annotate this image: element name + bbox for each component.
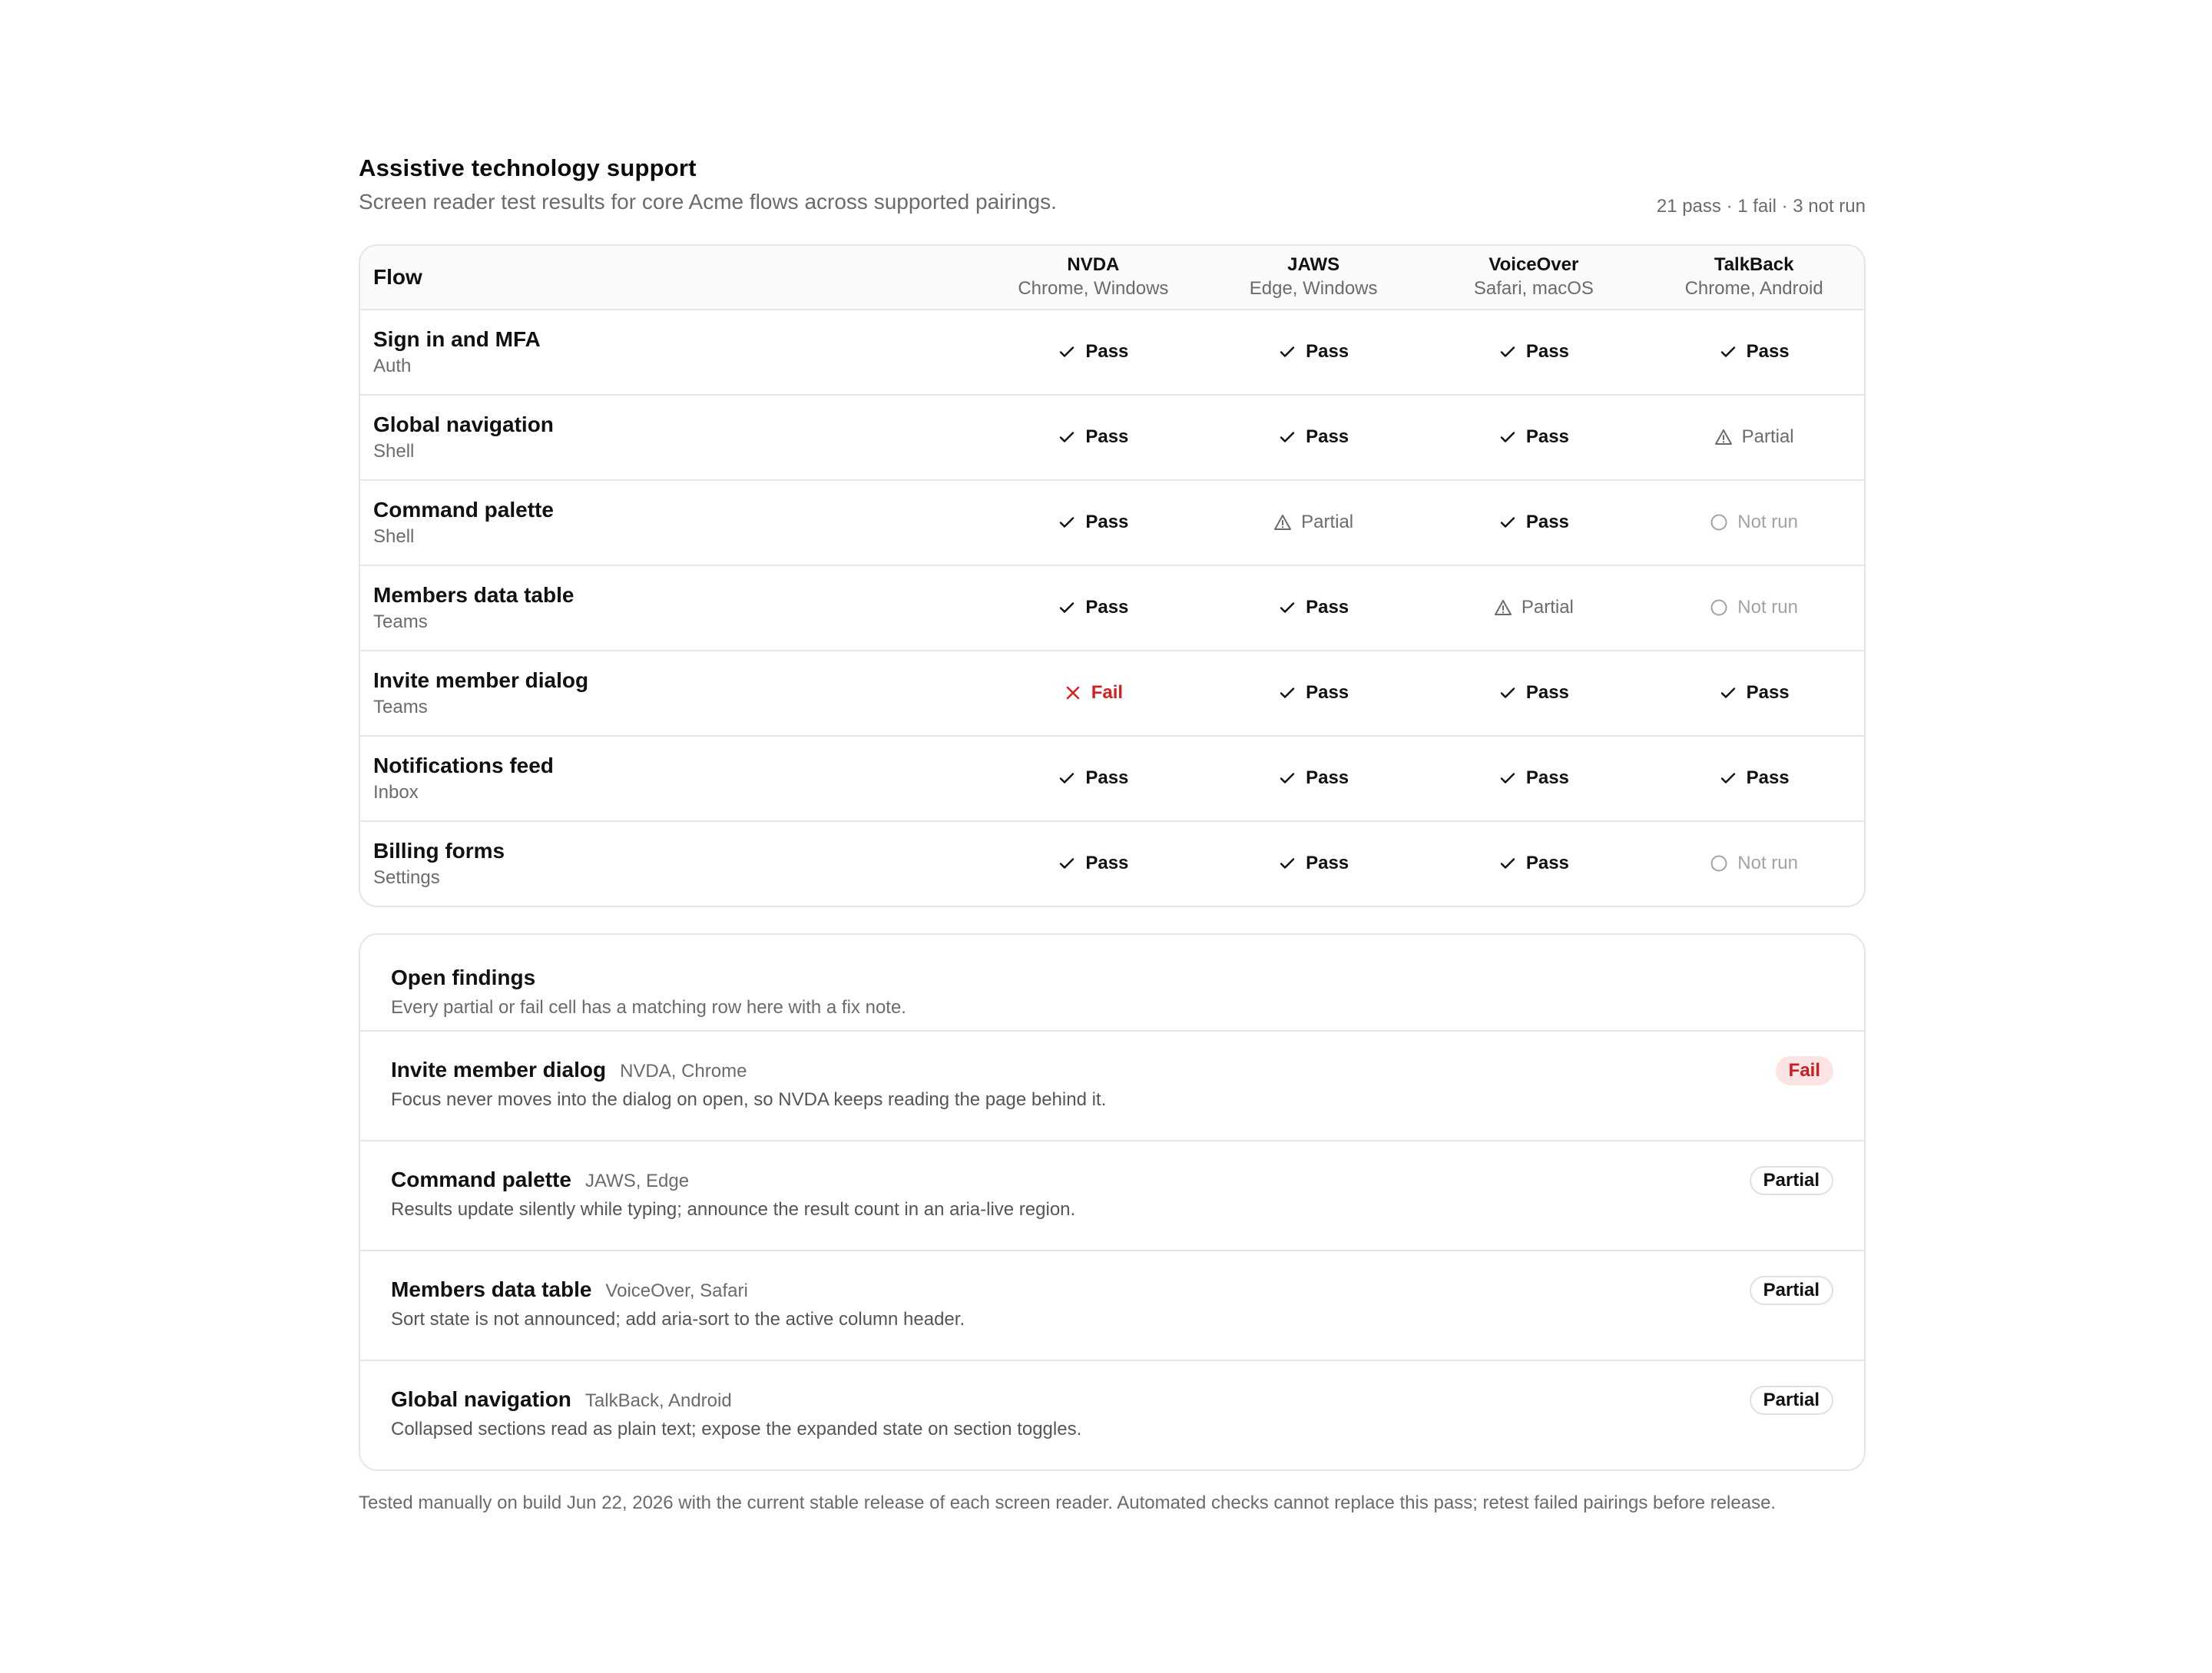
status-partial <box>1494 596 1574 619</box>
flow-cell <box>360 837 983 891</box>
finding-flow: Members data table <box>391 1277 592 1301</box>
result-cell <box>983 511 1204 535</box>
open-findings-panel <box>359 933 1866 1471</box>
status-pass <box>1719 340 1790 363</box>
finding-pairing: TalkBack, Android <box>584 1390 732 1411</box>
result-cell <box>1424 681 1644 706</box>
finding-flow: Invite member dialog <box>391 1058 607 1082</box>
results-summary: 21 pass · 1 fail · 3 not run <box>1656 196 1866 217</box>
status-pass <box>1498 511 1569 534</box>
status-pass <box>1278 340 1349 363</box>
table-row <box>360 735 1864 820</box>
check-icon <box>1058 854 1076 873</box>
status-label: Pass <box>1525 767 1569 788</box>
flow-name: Sign in and MFA <box>373 326 541 351</box>
status-label: Pass <box>1085 767 1129 788</box>
status-label: Pass <box>1085 426 1129 447</box>
status-pass <box>1278 596 1349 619</box>
flow-cell <box>360 752 983 806</box>
status-label: Fail <box>1091 681 1124 703</box>
table-row <box>360 479 1864 565</box>
at-pairing: Chrome, Android <box>1684 278 1823 299</box>
status-label: Pass <box>1085 852 1129 873</box>
flow-name: Invite member dialog <box>373 668 589 692</box>
finding-heading <box>391 1384 1833 1415</box>
at-name: NVDA <box>1067 254 1120 275</box>
check-icon <box>1278 598 1296 617</box>
finding-item <box>360 1140 1864 1250</box>
check-icon <box>1719 769 1737 787</box>
flow-cell <box>360 496 983 550</box>
warning-triangle-icon <box>1494 598 1512 617</box>
result-cell <box>1644 852 1864 876</box>
check-icon <box>1498 769 1517 787</box>
finding-note: Results update silently while typing; announce the result count in an aria-live region. <box>391 1199 1076 1220</box>
status-label: Not run <box>1737 852 1798 873</box>
status-label: Pass <box>1525 426 1569 447</box>
status-label: Pass <box>1746 767 1790 788</box>
check-icon <box>1278 343 1296 361</box>
section-header <box>359 152 1866 244</box>
status-label: Pass <box>1525 681 1569 703</box>
flow-group: Shell <box>373 525 415 547</box>
result-cell <box>1204 596 1424 621</box>
result-cell <box>983 426 1204 450</box>
result-cell <box>1204 426 1424 450</box>
result-cell <box>1204 681 1424 706</box>
result-cell <box>1424 426 1644 450</box>
status-pass <box>1498 340 1569 363</box>
flow-cell <box>360 667 983 721</box>
at-pairing: Edge, Windows <box>1249 278 1378 299</box>
status-label: Pass <box>1525 340 1569 362</box>
check-icon <box>1498 513 1517 532</box>
finding-pairing: VoiceOver, Safari <box>605 1280 748 1301</box>
result-cell <box>1644 596 1864 621</box>
empty-circle-icon <box>1710 854 1728 873</box>
status-pass <box>1278 852 1349 875</box>
status-notrun <box>1710 852 1798 875</box>
finding-note: Focus never moves into the dialog on open, so NVDA keeps reading the page behind it. <box>391 1089 1107 1110</box>
table-row <box>360 820 1864 906</box>
status-pass <box>1498 852 1569 875</box>
status-notrun <box>1710 596 1798 619</box>
flow-group: Inbox <box>373 781 419 803</box>
result-cell <box>1644 511 1864 535</box>
result-cell <box>1424 511 1644 535</box>
result-cell <box>983 340 1204 365</box>
severity-badge: Fail <box>1776 1056 1833 1085</box>
at-pairing: Safari, macOS <box>1473 278 1594 299</box>
at-name: JAWS <box>1287 254 1340 275</box>
status-pass <box>1058 852 1128 875</box>
flow-name: Command palette <box>373 497 554 522</box>
status-label: Pass <box>1306 340 1349 362</box>
status-pass <box>1058 596 1128 619</box>
warning-triangle-icon <box>1273 513 1292 532</box>
flow-cell <box>360 326 983 379</box>
table-row <box>360 394 1864 479</box>
status-label: Pass <box>1746 340 1790 362</box>
result-cell <box>1424 596 1644 621</box>
result-cell <box>1424 852 1644 876</box>
status-label: Partial <box>1741 426 1794 447</box>
status-pass <box>1058 426 1128 449</box>
finding-heading <box>391 1274 1833 1305</box>
findings-title: Open findings <box>391 966 536 989</box>
status-pass <box>1058 767 1128 790</box>
check-icon <box>1278 428 1296 446</box>
flow-cell <box>360 581 983 635</box>
status-pass <box>1719 681 1790 704</box>
flow-group: Teams <box>373 611 428 632</box>
empty-circle-icon <box>1710 513 1728 532</box>
result-cell <box>1644 767 1864 791</box>
status-partial <box>1273 511 1353 534</box>
finding-note: Collapsed sections read as plain text; expose the expanded state on section toggles. <box>391 1419 1082 1439</box>
status-label: Not run <box>1737 511 1798 532</box>
result-cell <box>1424 767 1644 791</box>
check-icon <box>1498 854 1517 873</box>
result-cell <box>983 681 1204 706</box>
finding-heading <box>391 1055 1833 1085</box>
status-fail <box>1064 681 1123 704</box>
severity-badge: Partial <box>1750 1386 1833 1415</box>
finding-pairing: JAWS, Edge <box>584 1171 690 1191</box>
flow-group: Settings <box>373 866 440 888</box>
check-icon <box>1058 598 1076 617</box>
column-header-talkback <box>1644 253 1864 301</box>
finding-item <box>360 1030 1864 1140</box>
check-icon <box>1498 428 1517 446</box>
column-header-nvda <box>983 253 1204 301</box>
result-cell <box>1644 340 1864 365</box>
at-name: VoiceOver <box>1488 254 1579 275</box>
result-cell <box>1204 340 1424 365</box>
table-row <box>360 565 1864 650</box>
status-label: Pass <box>1306 426 1349 447</box>
result-cell <box>1204 511 1424 535</box>
status-label: Pass <box>1525 852 1569 873</box>
status-notrun <box>1710 511 1798 534</box>
flow-name: Billing forms <box>373 838 505 863</box>
column-header-jaws <box>1204 253 1424 301</box>
check-icon <box>1498 343 1517 361</box>
flow-name: Notifications feed <box>373 753 554 777</box>
empty-circle-icon <box>1710 598 1728 617</box>
at-name: TalkBack <box>1714 254 1794 275</box>
support-matrix-table <box>359 244 1866 907</box>
check-icon <box>1278 684 1296 702</box>
page-title: Assistive technology support <box>359 154 697 181</box>
table-row <box>360 650 1864 735</box>
result-cell <box>1204 767 1424 791</box>
check-icon <box>1058 769 1076 787</box>
result-cell <box>1644 681 1864 706</box>
warning-triangle-icon <box>1714 428 1733 446</box>
result-cell <box>1644 426 1864 450</box>
x-mark-icon <box>1064 684 1082 702</box>
status-label: Pass <box>1085 596 1129 618</box>
column-header-flow <box>360 265 983 290</box>
severity-badge: Partial <box>1750 1276 1833 1305</box>
column-header-voiceover <box>1424 253 1644 301</box>
check-icon <box>1058 343 1076 361</box>
finding-pairing: NVDA, Chrome <box>620 1061 747 1082</box>
status-label: Not run <box>1737 596 1798 618</box>
table-row <box>360 309 1864 394</box>
status-pass <box>1058 340 1128 363</box>
status-label: Pass <box>1085 511 1129 532</box>
result-cell <box>983 596 1204 621</box>
status-pass <box>1498 767 1569 790</box>
result-cell <box>983 767 1204 791</box>
finding-heading <box>391 1164 1833 1195</box>
at-support-page <box>359 152 1866 1516</box>
status-partial <box>1714 426 1794 449</box>
check-icon <box>1058 513 1076 532</box>
status-pass <box>1058 511 1128 534</box>
status-pass <box>1498 426 1569 449</box>
check-icon <box>1278 854 1296 873</box>
test-footnote: Tested manually on build Jun 22, 2026 with the current stable release of each screen reader. Automated checks cannot replace this pass; retest failed pairings before release. <box>359 1492 1777 1513</box>
status-pass <box>1278 426 1349 449</box>
flow-cell <box>360 411 983 465</box>
finding-note: Sort state is not announced; add aria-sort to the active column header. <box>391 1309 965 1330</box>
status-pass <box>1278 681 1349 704</box>
check-icon <box>1719 343 1737 361</box>
status-pass <box>1278 767 1349 790</box>
status-label: Partial <box>1521 596 1574 618</box>
severity-badge: Partial <box>1750 1166 1833 1195</box>
finding-item <box>360 1360 1864 1469</box>
at-pairing: Chrome, Windows <box>1018 278 1169 299</box>
flow-header-label: Flow <box>373 265 422 289</box>
findings-header <box>360 935 1864 1030</box>
status-label: Partial <box>1301 511 1354 532</box>
status-label: Pass <box>1746 681 1790 703</box>
status-label: Pass <box>1525 511 1569 532</box>
flow-group: Shell <box>373 440 415 462</box>
status-pass <box>1719 767 1790 790</box>
check-icon <box>1719 684 1737 702</box>
status-label: Pass <box>1306 852 1349 873</box>
check-icon <box>1058 428 1076 446</box>
check-icon <box>1498 684 1517 702</box>
check-icon <box>1278 769 1296 787</box>
finding-item <box>360 1250 1864 1360</box>
page-subtitle: Screen reader test results for core Acme flows across supported pairings. <box>359 190 1057 214</box>
status-pass <box>1498 681 1569 704</box>
finding-flow: Global navigation <box>391 1387 571 1411</box>
result-cell <box>1424 340 1644 365</box>
flow-group: Teams <box>373 696 428 717</box>
flow-group: Auth <box>373 355 412 376</box>
status-label: Pass <box>1306 681 1349 703</box>
finding-flow: Command palette <box>391 1168 571 1191</box>
status-label: Pass <box>1306 596 1349 618</box>
status-label: Pass <box>1085 340 1129 362</box>
result-cell <box>983 852 1204 876</box>
flow-name: Global navigation <box>373 412 554 436</box>
flow-name: Members data table <box>373 582 575 607</box>
result-cell <box>1204 852 1424 876</box>
findings-subtitle: Every partial or fail cell has a matching row here with a fix note. <box>391 997 906 1018</box>
table-header-row <box>360 246 1864 309</box>
status-label: Pass <box>1306 767 1349 788</box>
